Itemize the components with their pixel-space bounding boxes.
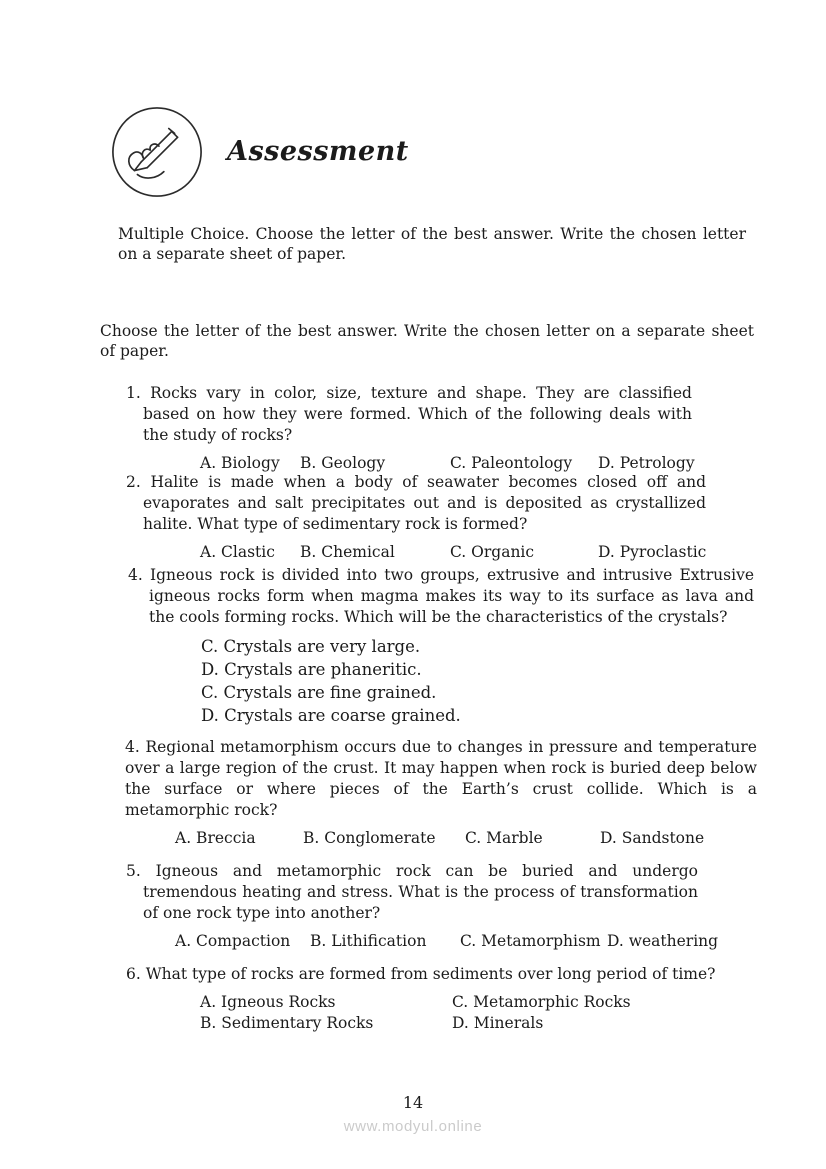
option-item: B. Geology [300, 454, 386, 472]
question-text: 4. Igneous rock is divided into two groups, extrusive and intrusive Extrusive igneous rocks form when magma makes its way to its surface as lava and the cools forming rocks. Which will be the characteristics of the crystals? [128, 566, 754, 626]
question-text: 2. Halite is made when a body of seawater becomes closed off and evaporates and salt precipitates out and is deposited as crystallized halite. What type of sedimentary rock is formed? [126, 473, 706, 533]
question-number: 2. [126, 473, 141, 491]
option-item: B. Conglomerate [303, 829, 436, 847]
option-item: C. Crystals are very large. [201, 637, 421, 656]
option-item: C. Marble [465, 829, 543, 847]
option-item: A. Breccia [175, 829, 256, 847]
options-row [125, 828, 757, 850]
option-item: B. Lithification [310, 932, 427, 950]
question-number: 6. [126, 965, 141, 983]
page-number: 14 [402, 1093, 424, 1112]
writing-hand-icon [108, 103, 206, 201]
watermark: www.modyul.online [343, 1118, 483, 1135]
options-grid [126, 992, 746, 1038]
page-title: Assessment [227, 136, 409, 167]
option-item: D. Minerals [452, 1014, 544, 1032]
option-item: D. Petrology [598, 454, 695, 472]
question-text: 4. Regional metamorphism occurs due to changes in pressure and temperature over a large region of the crust. It may happen when rock is buried deep below the surface or where pieces of the Earth’s crust collide. Which is a metamorphic rock? [125, 738, 757, 819]
option-item: C. Organic [450, 543, 535, 561]
intro-paragraph: Multiple Choice. Choose the letter of the best answer. Write the chosen letter on a separate sheet of paper. [118, 225, 746, 263]
option-item: D. Crystals are coarse grained. [201, 706, 461, 725]
question-item [128, 565, 754, 727]
option-item: A. Biology [200, 454, 280, 472]
question-number: 4. [128, 566, 143, 584]
option-item: B. Chemical [300, 543, 395, 561]
question-number: 4. [125, 738, 140, 756]
instruction-paragraph: Choose the letter of the best answer. Write the chosen letter on a separate sheet of paper. [100, 322, 754, 360]
option-item: C. Crystals are fine grained. [201, 683, 437, 702]
option-item: A. Compaction [175, 932, 291, 950]
question-text: 6. What type of rocks are formed from sediments over long period of time? [126, 965, 716, 983]
option-item: C. Metamorphism [460, 932, 601, 950]
option-item: D. weathering [607, 932, 719, 950]
question-text: 5. Igneous and metamorphic rock can be buried and undergo tremendous heating and stress. What is the process of transformation of one rock type into another? [126, 862, 698, 922]
question-item [125, 737, 757, 850]
question-number: 1. [126, 384, 141, 402]
question-number: 5. [126, 862, 141, 880]
option-item: A. Igneous Rocks [200, 993, 336, 1011]
question-item [126, 383, 695, 475]
question-item [126, 964, 746, 1038]
option-item: A. Clastic [200, 543, 275, 561]
option-item: D. Pyroclastic [598, 543, 707, 561]
option-item: C. Paleontology [450, 454, 573, 472]
option-item: B. Sedimentary Rocks [200, 1014, 374, 1032]
options-row [126, 542, 706, 564]
options-list [201, 635, 754, 727]
question-item [126, 861, 719, 953]
question-text: 1. Rocks vary in color, size, texture and shape. They are classified based on how they were formed. Which of the following deals with the study of rocks? [126, 384, 692, 444]
question-item [126, 472, 706, 564]
option-item: D. Crystals are phaneritic. [201, 660, 422, 679]
option-item: D. Sandstone [600, 829, 705, 847]
option-item: C. Metamorphic Rocks [452, 993, 631, 1011]
options-row [126, 931, 719, 953]
